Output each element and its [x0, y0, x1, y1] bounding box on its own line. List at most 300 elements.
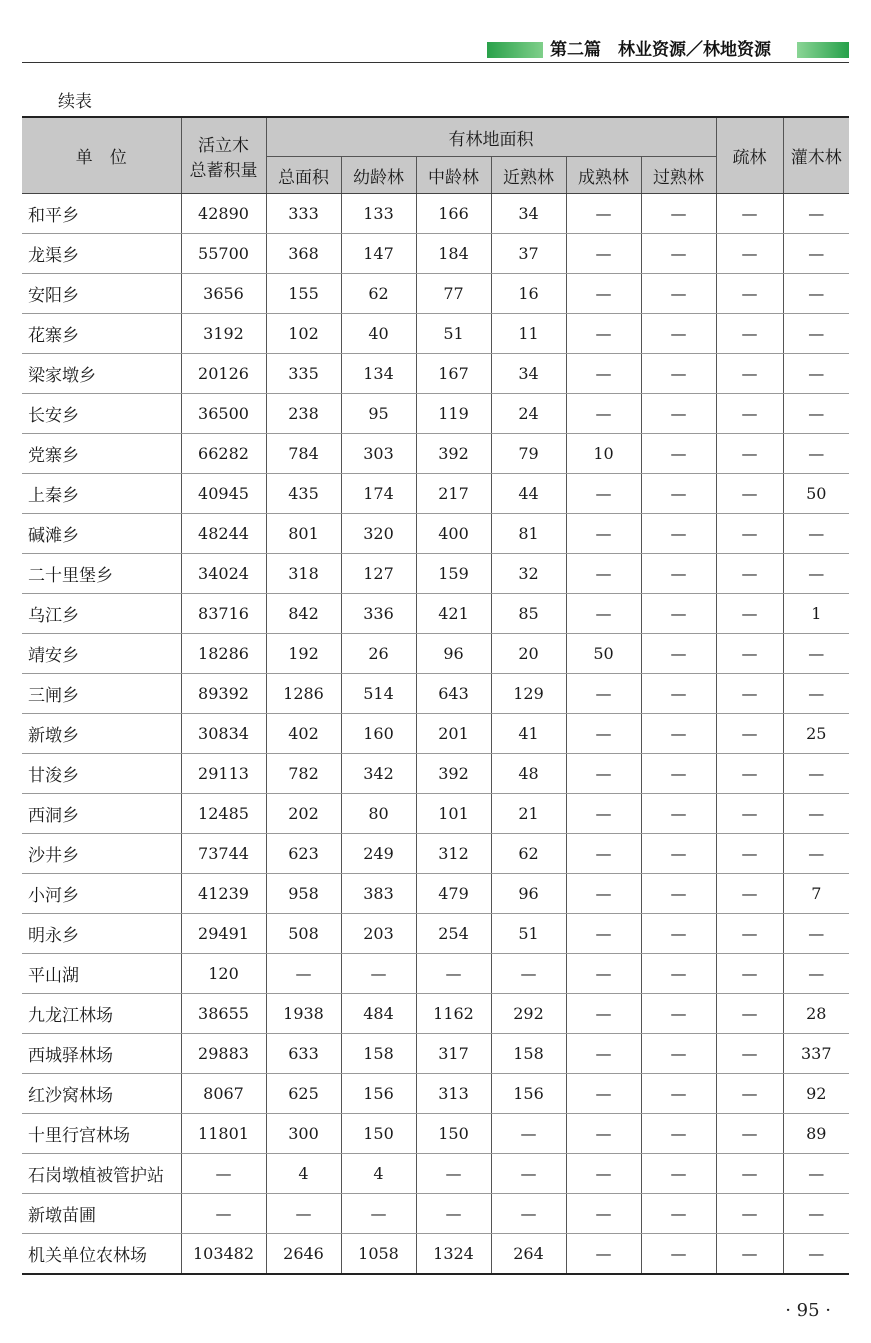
cell-mature-forest: 50: [566, 634, 641, 674]
cell-young-forest: 484: [341, 994, 416, 1034]
cell-middle-aged-forest: 167: [416, 354, 491, 394]
cell-sparse-forest: —: [716, 394, 783, 434]
cell-near-mature-forest: 62: [491, 834, 566, 874]
cell-over-mature-forest: —: [641, 994, 716, 1034]
cell-shrub-forest: 25: [783, 714, 849, 754]
cell-sparse-forest: —: [716, 1034, 783, 1074]
header-unit: 单 位: [22, 117, 181, 194]
cell-unit-name: 新墩苗圃: [22, 1194, 181, 1234]
header-forest-area: 有林地面积: [266, 117, 716, 157]
cell-near-mature-forest: 96: [491, 874, 566, 914]
table-row: [22, 1034, 849, 1074]
cell-sparse-forest: —: [716, 514, 783, 554]
cell-over-mature-forest: —: [641, 874, 716, 914]
cell-over-mature-forest: —: [641, 234, 716, 274]
cell-unit-name: 梁家墩乡: [22, 354, 181, 394]
cell-near-mature-forest: 264: [491, 1234, 566, 1275]
cell-over-mature-forest: —: [641, 394, 716, 434]
cell-unit-name: 乌江乡: [22, 594, 181, 634]
cell-sparse-forest: —: [716, 994, 783, 1034]
cell-young-forest: 80: [341, 794, 416, 834]
cell-young-forest: 147: [341, 234, 416, 274]
cell-near-mature-forest: 44: [491, 474, 566, 514]
cell-shrub-forest: —: [783, 794, 849, 834]
cell-total-volume: 29491: [181, 914, 266, 954]
cell-mature-forest: —: [566, 914, 641, 954]
cell-over-mature-forest: —: [641, 514, 716, 554]
cell-mature-forest: —: [566, 234, 641, 274]
cell-shrub-forest: 7: [783, 874, 849, 914]
cell-total-area: 155: [266, 274, 341, 314]
cell-near-mature-forest: 81: [491, 514, 566, 554]
cell-total-volume: 36500: [181, 394, 266, 434]
cell-near-mature-forest: 158: [491, 1034, 566, 1074]
cell-near-mature-forest: 32: [491, 554, 566, 594]
cell-shrub-forest: —: [783, 1234, 849, 1275]
cell-near-mature-forest: 41: [491, 714, 566, 754]
cell-young-forest: 174: [341, 474, 416, 514]
cell-total-area: 238: [266, 394, 341, 434]
cell-middle-aged-forest: 1162: [416, 994, 491, 1034]
cell-sparse-forest: —: [716, 234, 783, 274]
cell-mature-forest: —: [566, 794, 641, 834]
cell-young-forest: 514: [341, 674, 416, 714]
cell-total-area: 435: [266, 474, 341, 514]
cell-sparse-forest: —: [716, 554, 783, 594]
data-table: [22, 116, 849, 1275]
cell-near-mature-forest: 85: [491, 594, 566, 634]
cell-mature-forest: —: [566, 554, 641, 594]
cell-total-volume: 120: [181, 954, 266, 994]
cell-over-mature-forest: —: [641, 554, 716, 594]
table-row: [22, 714, 849, 754]
cell-middle-aged-forest: —: [416, 1194, 491, 1234]
header-volume-line2: 总蓄积量: [189, 160, 258, 181]
cell-unit-name: 明永乡: [22, 914, 181, 954]
cell-unit-name: 长安乡: [22, 394, 181, 434]
cell-near-mature-forest: 24: [491, 394, 566, 434]
cell-unit-name: 西洞乡: [22, 794, 181, 834]
cell-middle-aged-forest: 159: [416, 554, 491, 594]
cell-total-volume: 8067: [181, 1074, 266, 1114]
cell-young-forest: 26: [341, 634, 416, 674]
cell-total-volume: 34024: [181, 554, 266, 594]
cell-young-forest: 160: [341, 714, 416, 754]
cell-unit-name: 石岗墩植被管护站: [22, 1154, 181, 1194]
table-row: [22, 554, 849, 594]
table-row: [22, 1234, 849, 1275]
cell-total-volume: 29113: [181, 754, 266, 794]
cell-total-volume: 55700: [181, 234, 266, 274]
cell-sparse-forest: —: [716, 914, 783, 954]
cell-middle-aged-forest: —: [416, 954, 491, 994]
cell-total-area: 958: [266, 874, 341, 914]
cell-sparse-forest: —: [716, 354, 783, 394]
cell-total-area: 1938: [266, 994, 341, 1034]
cell-young-forest: 249: [341, 834, 416, 874]
header-sparse-forest: 疏林: [716, 117, 783, 194]
cell-shrub-forest: —: [783, 834, 849, 874]
cell-total-area: 782: [266, 754, 341, 794]
table-row: [22, 674, 849, 714]
header-shrub-forest: 灌木林: [783, 117, 849, 194]
cell-middle-aged-forest: 166: [416, 194, 491, 234]
header-rule: [22, 62, 849, 63]
cell-total-area: 625: [266, 1074, 341, 1114]
cell-total-area: 318: [266, 554, 341, 594]
cell-over-mature-forest: —: [641, 1154, 716, 1194]
cell-young-forest: 62: [341, 274, 416, 314]
cell-near-mature-forest: 11: [491, 314, 566, 354]
cell-young-forest: 150: [341, 1114, 416, 1154]
cell-middle-aged-forest: 317: [416, 1034, 491, 1074]
cell-total-area: 623: [266, 834, 341, 874]
cell-unit-name: 十里行宫林场: [22, 1114, 181, 1154]
cell-sparse-forest: —: [716, 434, 783, 474]
cell-near-mature-forest: 48: [491, 754, 566, 794]
cell-total-volume: 3656: [181, 274, 266, 314]
cell-young-forest: 133: [341, 194, 416, 234]
table-row: [22, 394, 849, 434]
cell-sparse-forest: —: [716, 794, 783, 834]
cell-near-mature-forest: 129: [491, 674, 566, 714]
table-row: [22, 354, 849, 394]
page-number: · 95 ·: [785, 1300, 831, 1321]
table-row: [22, 474, 849, 514]
cell-mature-forest: —: [566, 1154, 641, 1194]
cell-over-mature-forest: —: [641, 714, 716, 754]
cell-middle-aged-forest: 421: [416, 594, 491, 634]
cell-sparse-forest: —: [716, 634, 783, 674]
cell-young-forest: 4: [341, 1154, 416, 1194]
header-near-mature-forest: 近熟林: [491, 157, 566, 194]
cell-sparse-forest: —: [716, 274, 783, 314]
cell-near-mature-forest: 34: [491, 354, 566, 394]
cell-mature-forest: —: [566, 1034, 641, 1074]
cell-total-volume: 18286: [181, 634, 266, 674]
cell-mature-forest: —: [566, 1194, 641, 1234]
cell-total-area: 2646: [266, 1234, 341, 1275]
cell-total-volume: 40945: [181, 474, 266, 514]
cell-total-area: 335: [266, 354, 341, 394]
cell-total-volume: 30834: [181, 714, 266, 754]
cell-mature-forest: —: [566, 354, 641, 394]
cell-near-mature-forest: 292: [491, 994, 566, 1034]
cell-total-area: 202: [266, 794, 341, 834]
cell-total-volume: 11801: [181, 1114, 266, 1154]
cell-unit-name: 靖安乡: [22, 634, 181, 674]
cell-total-area: 784: [266, 434, 341, 474]
table-row: [22, 514, 849, 554]
table-row: [22, 874, 849, 914]
table-row: [22, 1194, 849, 1234]
cell-total-volume: 20126: [181, 354, 266, 394]
table-row: [22, 754, 849, 794]
cell-shrub-forest: —: [783, 394, 849, 434]
cell-mature-forest: —: [566, 754, 641, 794]
table-row: [22, 594, 849, 634]
cell-shrub-forest: —: [783, 1194, 849, 1234]
cell-sparse-forest: —: [716, 314, 783, 354]
header-mature-forest: 成熟林: [566, 157, 641, 194]
table-row: [22, 274, 849, 314]
cell-over-mature-forest: —: [641, 1114, 716, 1154]
table-row: [22, 634, 849, 674]
cell-young-forest: 342: [341, 754, 416, 794]
table-row: [22, 194, 849, 234]
cell-young-forest: 320: [341, 514, 416, 554]
header-total-volume: [181, 117, 266, 194]
cell-over-mature-forest: —: [641, 634, 716, 674]
cell-total-area: 300: [266, 1114, 341, 1154]
cell-sparse-forest: —: [716, 474, 783, 514]
table-row: [22, 1154, 849, 1194]
cell-sparse-forest: —: [716, 594, 783, 634]
cell-shrub-forest: —: [783, 674, 849, 714]
cell-total-volume: —: [181, 1194, 266, 1234]
cell-near-mature-forest: 79: [491, 434, 566, 474]
cell-young-forest: 203: [341, 914, 416, 954]
header-decoration-right: [797, 42, 849, 58]
cell-sparse-forest: —: [716, 954, 783, 994]
cell-middle-aged-forest: 184: [416, 234, 491, 274]
cell-sparse-forest: —: [716, 1234, 783, 1275]
cell-over-mature-forest: —: [641, 1034, 716, 1074]
cell-middle-aged-forest: 1324: [416, 1234, 491, 1275]
header-middle-aged-forest: 中龄林: [416, 157, 491, 194]
cell-over-mature-forest: —: [641, 794, 716, 834]
table-row: [22, 314, 849, 354]
cell-near-mature-forest: 34: [491, 194, 566, 234]
cell-young-forest: —: [341, 954, 416, 994]
cell-middle-aged-forest: 313: [416, 1074, 491, 1114]
cell-mature-forest: —: [566, 1114, 641, 1154]
cell-mature-forest: —: [566, 1234, 641, 1275]
cell-middle-aged-forest: 150: [416, 1114, 491, 1154]
cell-over-mature-forest: —: [641, 1074, 716, 1114]
cell-unit-name: 二十里堡乡: [22, 554, 181, 594]
cell-middle-aged-forest: 392: [416, 434, 491, 474]
cell-shrub-forest: —: [783, 954, 849, 994]
cell-shrub-forest: 89: [783, 1114, 849, 1154]
cell-total-area: 633: [266, 1034, 341, 1074]
header-decoration-left: [487, 42, 543, 58]
cell-middle-aged-forest: —: [416, 1154, 491, 1194]
cell-sparse-forest: —: [716, 1194, 783, 1234]
cell-unit-name: 龙渠乡: [22, 234, 181, 274]
cell-near-mature-forest: 156: [491, 1074, 566, 1114]
cell-unit-name: 西城驿林场: [22, 1034, 181, 1074]
cell-middle-aged-forest: 201: [416, 714, 491, 754]
cell-total-volume: 38655: [181, 994, 266, 1034]
cell-shrub-forest: 28: [783, 994, 849, 1034]
cell-shrub-forest: 337: [783, 1034, 849, 1074]
table-row: [22, 434, 849, 474]
cell-mature-forest: —: [566, 994, 641, 1034]
header-title: 第二篇 林业资源／林地资源: [550, 40, 771, 60]
cell-total-area: 842: [266, 594, 341, 634]
cell-mature-forest: —: [566, 394, 641, 434]
cell-young-forest: 336: [341, 594, 416, 634]
table-row: [22, 954, 849, 994]
table-body: [22, 194, 849, 1275]
cell-unit-name: 安阳乡: [22, 274, 181, 314]
cell-total-volume: —: [181, 1154, 266, 1194]
cell-near-mature-forest: —: [491, 954, 566, 994]
cell-young-forest: 95: [341, 394, 416, 434]
cell-young-forest: 134: [341, 354, 416, 394]
cell-mature-forest: 10: [566, 434, 641, 474]
cell-young-forest: 127: [341, 554, 416, 594]
cell-mature-forest: —: [566, 954, 641, 994]
cell-near-mature-forest: —: [491, 1194, 566, 1234]
cell-sparse-forest: —: [716, 874, 783, 914]
cell-over-mature-forest: —: [641, 194, 716, 234]
cell-mature-forest: —: [566, 874, 641, 914]
cell-shrub-forest: —: [783, 234, 849, 274]
cell-over-mature-forest: —: [641, 834, 716, 874]
cell-total-area: 801: [266, 514, 341, 554]
cell-young-forest: 303: [341, 434, 416, 474]
cell-over-mature-forest: —: [641, 674, 716, 714]
cell-young-forest: 1058: [341, 1234, 416, 1275]
cell-sparse-forest: —: [716, 194, 783, 234]
header-young-forest: 幼龄林: [341, 157, 416, 194]
cell-shrub-forest: —: [783, 434, 849, 474]
cell-shrub-forest: 92: [783, 1074, 849, 1114]
cell-unit-name: 平山湖: [22, 954, 181, 994]
cell-mature-forest: —: [566, 594, 641, 634]
cell-middle-aged-forest: 392: [416, 754, 491, 794]
cell-over-mature-forest: —: [641, 1194, 716, 1234]
cell-total-volume: 29883: [181, 1034, 266, 1074]
cell-total-area: 102: [266, 314, 341, 354]
cell-mature-forest: —: [566, 674, 641, 714]
cell-total-volume: 66282: [181, 434, 266, 474]
cell-sparse-forest: —: [716, 834, 783, 874]
running-header: [22, 40, 849, 64]
cell-sparse-forest: —: [716, 1114, 783, 1154]
cell-total-volume: 103482: [181, 1234, 266, 1275]
cell-over-mature-forest: —: [641, 474, 716, 514]
cell-shrub-forest: 50: [783, 474, 849, 514]
cell-unit-name: 和平乡: [22, 194, 181, 234]
cell-middle-aged-forest: 643: [416, 674, 491, 714]
cell-shrub-forest: —: [783, 1154, 849, 1194]
cell-over-mature-forest: —: [641, 914, 716, 954]
cell-near-mature-forest: 37: [491, 234, 566, 274]
cell-total-volume: 3192: [181, 314, 266, 354]
cell-unit-name: 碱滩乡: [22, 514, 181, 554]
cell-middle-aged-forest: 51: [416, 314, 491, 354]
cell-near-mature-forest: —: [491, 1114, 566, 1154]
cell-total-volume: 89392: [181, 674, 266, 714]
cell-unit-name: 机关单位农林场: [22, 1234, 181, 1275]
cell-total-area: 508: [266, 914, 341, 954]
cell-total-volume: 48244: [181, 514, 266, 554]
cell-total-area: 368: [266, 234, 341, 274]
cell-near-mature-forest: 21: [491, 794, 566, 834]
cell-shrub-forest: —: [783, 194, 849, 234]
cell-middle-aged-forest: 254: [416, 914, 491, 954]
cell-near-mature-forest: 20: [491, 634, 566, 674]
cell-shrub-forest: —: [783, 554, 849, 594]
cell-over-mature-forest: —: [641, 954, 716, 994]
cell-near-mature-forest: —: [491, 1154, 566, 1194]
header-volume-line1: 活立木: [198, 135, 249, 156]
cell-unit-name: 三闸乡: [22, 674, 181, 714]
cell-unit-name: 九龙江林场: [22, 994, 181, 1034]
cell-middle-aged-forest: 101: [416, 794, 491, 834]
cell-over-mature-forest: —: [641, 354, 716, 394]
header-total-area: 总面积: [266, 157, 341, 194]
cell-total-volume: 83716: [181, 594, 266, 634]
table-caption: 续表: [58, 92, 92, 112]
table-row: [22, 994, 849, 1034]
cell-mature-forest: —: [566, 194, 641, 234]
cell-mature-forest: —: [566, 834, 641, 874]
cell-sparse-forest: —: [716, 1074, 783, 1114]
cell-unit-name: 甘浚乡: [22, 754, 181, 794]
cell-middle-aged-forest: 400: [416, 514, 491, 554]
table-row: [22, 1074, 849, 1114]
cell-sparse-forest: —: [716, 1154, 783, 1194]
cell-total-volume: 12485: [181, 794, 266, 834]
cell-sparse-forest: —: [716, 754, 783, 794]
cell-total-volume: 73744: [181, 834, 266, 874]
cell-mature-forest: —: [566, 514, 641, 554]
cell-mature-forest: —: [566, 714, 641, 754]
cell-over-mature-forest: —: [641, 434, 716, 474]
cell-young-forest: —: [341, 1194, 416, 1234]
cell-middle-aged-forest: 77: [416, 274, 491, 314]
cell-mature-forest: —: [566, 274, 641, 314]
cell-total-area: —: [266, 1194, 341, 1234]
cell-sparse-forest: —: [716, 674, 783, 714]
cell-total-area: —: [266, 954, 341, 994]
cell-unit-name: 党寨乡: [22, 434, 181, 474]
cell-young-forest: 383: [341, 874, 416, 914]
cell-total-area: 4: [266, 1154, 341, 1194]
cell-total-area: 402: [266, 714, 341, 754]
cell-shrub-forest: 1: [783, 594, 849, 634]
table-row: [22, 234, 849, 274]
cell-total-area: 192: [266, 634, 341, 674]
cell-middle-aged-forest: 119: [416, 394, 491, 434]
cell-middle-aged-forest: 217: [416, 474, 491, 514]
cell-unit-name: 红沙窝林场: [22, 1074, 181, 1114]
cell-total-volume: 42890: [181, 194, 266, 234]
forest-resource-table: [22, 116, 849, 1275]
cell-mature-forest: —: [566, 314, 641, 354]
cell-over-mature-forest: —: [641, 314, 716, 354]
cell-shrub-forest: —: [783, 354, 849, 394]
table-row: [22, 834, 849, 874]
cell-shrub-forest: —: [783, 274, 849, 314]
cell-over-mature-forest: —: [641, 1234, 716, 1275]
cell-unit-name: 沙井乡: [22, 834, 181, 874]
cell-shrub-forest: —: [783, 634, 849, 674]
header-over-mature-forest: 过熟林: [641, 157, 716, 194]
cell-over-mature-forest: —: [641, 754, 716, 794]
cell-shrub-forest: —: [783, 754, 849, 794]
cell-mature-forest: —: [566, 1074, 641, 1114]
cell-mature-forest: —: [566, 474, 641, 514]
cell-unit-name: 花寨乡: [22, 314, 181, 354]
cell-total-volume: 41239: [181, 874, 266, 914]
cell-shrub-forest: —: [783, 514, 849, 554]
cell-unit-name: 新墩乡: [22, 714, 181, 754]
